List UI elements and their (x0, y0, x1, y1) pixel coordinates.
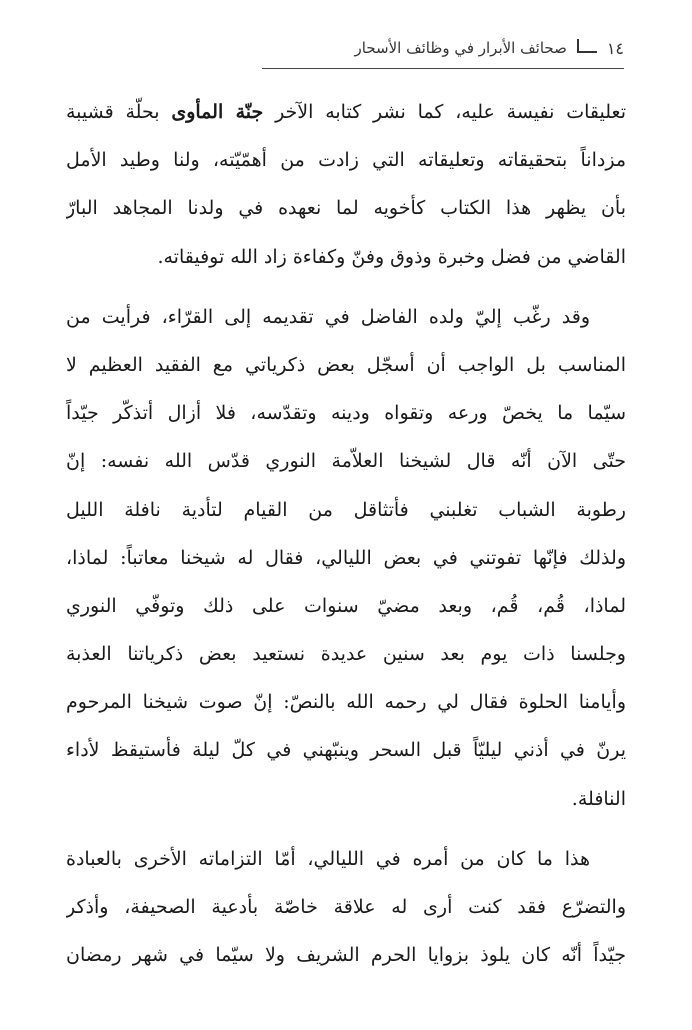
text-segment: لماذا، قُم، قُم، وبعد مضيّ سنوات على ذلك وتوفّي النوري (66, 594, 626, 617)
text-line (66, 341, 626, 389)
paragraph (66, 835, 626, 980)
page-header (262, 30, 624, 66)
text-segment: بأن يظهر هذا الكتاب كأخويه لما نعهده في ولدنا المجاهد البارّ (66, 197, 626, 220)
text-segment: بحلّة قشيبة (66, 101, 172, 123)
text-segment: مزداناً بتحقيقاته وتعليقاته التي زادت من أهمّيّته، ولنا وطيد الأمل (66, 149, 626, 172)
text-line (66, 486, 626, 534)
book-title-bold: جنّة المأوى (171, 101, 264, 123)
text-segment: المناسب بل الواجب أن أسجّل بعض ذكرياتي مع الفقيد العظيم لا (66, 353, 626, 376)
text-line (66, 582, 626, 630)
text-segment: والتضرّع فقد كنت أرى له علاقة خاصّة بأدعية الصحيفة، وأذكر (66, 896, 626, 918)
text-line (66, 233, 626, 281)
paragraph-gap (66, 823, 626, 835)
paragraph-gap (66, 281, 626, 293)
text-segment: تعليقات نفيسة عليه، كما نشر كتابه الآخر (263, 101, 626, 123)
text-segment: وأيامنا الحلوة فقال لي رحمه الله بالنصّ: إنّ صوت شيخنا المرحوم (66, 691, 626, 714)
text-segment: جيّداً أنّه كان يلوذ بزوايا الحرم الشريف ولا سيّما في شهر رمضان (66, 944, 626, 967)
text-segment: وجلسنا ذات يوم بعد سنين عديدة نستعيد بعض ذكرياتنا العذبة (66, 643, 626, 666)
text-segment: ولذلك فإنّها تفوتني في بعض الليالي، فقال له شيخنا معاتباً: لماذا، (66, 546, 626, 569)
text-line (66, 931, 626, 979)
text-line (66, 883, 626, 931)
text-line (66, 726, 626, 774)
text-line (66, 775, 626, 823)
page-number: ١٤ (606, 38, 624, 58)
text-line (66, 293, 626, 341)
text-line (66, 136, 626, 184)
text-line (66, 88, 626, 136)
header-divider (262, 68, 624, 69)
running-title: صحائف الأبرار في وظائف الأسحار (354, 39, 567, 57)
text-segment: سيّما ما يخصّ ورعه وتقواه ودينه وتقدّسه، فلا أزال أتذكّر جيّداً (66, 402, 626, 425)
text-segment: النافلة. (571, 787, 626, 810)
text-line (66, 184, 626, 232)
text-line (66, 835, 626, 883)
text-line (66, 678, 626, 726)
paragraph (66, 293, 626, 823)
text-segment: هذا ما كان من أمره في الليالي، أمّا التزاماته الأخرى بالعبادة (66, 847, 590, 870)
text-segment: رطوبة الشباب تغلبني فأتثاقل من القيام لتأدية نافلة الليل (66, 498, 626, 521)
header-ornament-icon (577, 39, 597, 53)
text-line (66, 534, 626, 582)
text-line (66, 437, 626, 485)
text-line (66, 630, 626, 678)
text-segment: يرنّ في أذني ليليّاً قبل السحر وينبّهني في كلّ ليلة فأستيقظ لأداء (66, 739, 626, 762)
body-text (66, 88, 626, 979)
text-segment: القاضي من فضل وخبرة وذوق وفنّ وكفاءة زاد الله توفيقاته. (157, 245, 626, 268)
text-segment: حتّى الآن أنّه قال لشيخنا العلاّمة النوري قدّس الله نفسه: إنّ (66, 450, 626, 473)
paragraph (66, 88, 626, 281)
text-segment: وقد رغّب إليّ ولده الفاضل في تقديمه إلى القرّاء، فرأيت من (66, 305, 590, 328)
text-line (66, 389, 626, 437)
